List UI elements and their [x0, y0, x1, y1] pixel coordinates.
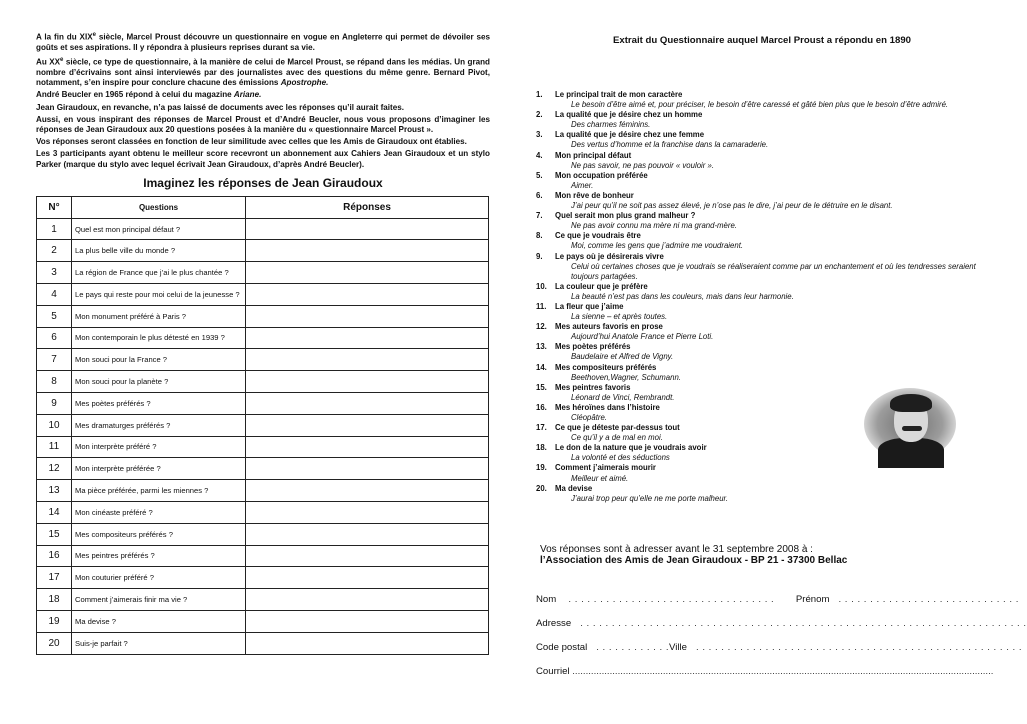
question-number: 10 [37, 414, 72, 436]
item-answer: La volonté et des séductions [571, 453, 670, 463]
question-number: 16 [37, 545, 72, 567]
list-item [532, 322, 992, 342]
item-number: 3. [536, 130, 543, 140]
item-answer: Aimer. [571, 180, 594, 190]
courriel-field[interactable]: .............................................................................................................................................................. [572, 666, 994, 677]
question-text: Mon souci pour la planète ? [72, 371, 246, 393]
answer-cell[interactable] [246, 392, 489, 414]
form-row-address [536, 618, 1027, 629]
question-text: Mon monument préféré à Paris ? [72, 305, 246, 327]
item-answer: Le besoin d’être aimé et, pour préciser, le besoin d’être caressé et gâté bien plus que le besoin d’être admiré. [571, 100, 949, 110]
question-number: 15 [37, 523, 72, 545]
question-text: Suis-je parfait ? [72, 632, 246, 654]
intro-paragraph: Au XXe siècle, ce type de questionnaire, à la manière de celui de Marcel Proust, se répand dans les médias. Un grand nombre d’écrivains sont ainsi interviewés par des journalistes avec des questions du même genre. Bernard Pivot, notamment, s’en inspire pour conclure chacune des émissions Apostrophe. [36, 57, 490, 88]
item-answer: Moi, comme les gens que j’admire me voudraient. [571, 241, 744, 251]
list-item [532, 342, 992, 362]
table-row [37, 632, 489, 654]
item-number: 12. [536, 322, 547, 332]
item-answer: Celui où certaines choses que je voudrais se réaliseraient comme par un enchantement et où les tendresses seraient toujours partagées. [571, 261, 976, 281]
question-text: Mon interprète préféré ? [72, 436, 246, 458]
question-text: La plus belle ville du monde ? [72, 240, 246, 262]
table-row [37, 414, 489, 436]
answer-cell[interactable] [246, 545, 489, 567]
item-number: 5. [536, 170, 543, 180]
question-number: 19 [37, 610, 72, 632]
form-row-name [536, 594, 1019, 605]
item-number: 2. [536, 110, 543, 120]
nom-field[interactable]: . . . . . . . . . . . . . . . . . . . . . . . . . . . . . . . . . [558, 594, 794, 605]
item-question: Mon principal défaut [555, 150, 632, 160]
prenom-field[interactable]: . . . . . . . . . . . . . . . . . . . . . . . . . . . . . [832, 594, 1019, 605]
item-answer: Ne pas savoir, ne pas pouvoir « vouloir ». [571, 160, 715, 170]
item-question: Mon occupation préférée [555, 170, 648, 180]
table-row [37, 327, 489, 349]
table-row [37, 262, 489, 284]
item-question: Comment j’aimerais mourir [555, 463, 656, 473]
item-number: 7. [536, 211, 543, 221]
answer-cell[interactable] [246, 240, 489, 262]
left-column [36, 30, 490, 655]
item-question: Mes peintres favoris [555, 382, 631, 392]
table-row [37, 610, 489, 632]
question-text: Mes poètes préférés ? [72, 392, 246, 414]
question-number: 13 [37, 480, 72, 502]
intro-paragraph: Jean Giraudoux, en revanche, n’a pas laissé de documents avec les réponses qu’il aurait faites. [36, 102, 404, 112]
question-number: 2 [37, 240, 72, 262]
answer-cell[interactable] [246, 480, 489, 502]
answer-cell[interactable] [246, 349, 489, 371]
item-question: Le principal trait de mon caractère [555, 90, 683, 99]
item-question: Mes auteurs favoris en prose [555, 322, 663, 332]
item-question: Le don de la nature que je voudrais avoir [555, 443, 707, 453]
item-answer: Ce qu’il y a de mal en moi. [571, 433, 663, 443]
table-row [37, 480, 489, 502]
intro-paragraph: A la fin du XIXe siècle, Marcel Proust découvre un questionnaire en vogue en Angleterre qui permet de dévoiler ses goûts et ses aspirations. Il y répondra à plusieurs reprises durant sa vie. [36, 32, 490, 52]
item-answer: Cléopâtre. [571, 413, 607, 422]
item-question: La qualité que je désire chez une femme [555, 130, 705, 140]
list-item [532, 484, 992, 504]
question-text: Mon couturier préféré ? [72, 567, 246, 589]
list-item [532, 130, 992, 150]
answer-cell[interactable] [246, 262, 489, 284]
answer-cell[interactable] [246, 589, 489, 611]
question-text: Comment j’aimerais finir ma vie ? [72, 589, 246, 611]
send-deadline: Vos réponses sont à adresser avant le 31 septembre 2008 à : [540, 544, 813, 555]
item-question: Mes compositeurs préférés [555, 362, 657, 372]
table-row [37, 523, 489, 545]
answer-cell[interactable] [246, 610, 489, 632]
item-question: Mes poètes préférés [555, 342, 631, 352]
list-item [532, 171, 992, 191]
question-number: 14 [37, 501, 72, 523]
item-number: 16. [536, 402, 547, 412]
item-answer: J’ai peur qu’il ne soit pas assez élevé, je n’ose pas le dire, j’ai peur de le détruire en le disant. [571, 201, 893, 211]
item-answer: Baudelaire et Alfred de Vigny. [571, 352, 674, 362]
answer-cell[interactable] [246, 218, 489, 240]
answer-cell[interactable] [246, 567, 489, 589]
header-number: N° [37, 196, 72, 218]
item-question: La couleur que je préfère [555, 281, 648, 291]
item-answer: Meilleur et aimé. [571, 473, 629, 483]
table-row [37, 458, 489, 480]
table-row [37, 349, 489, 371]
question-text: Mon contemporain le plus détesté en 1939 ? [72, 327, 246, 349]
answer-cell[interactable] [246, 523, 489, 545]
intro-paragraph: André Beucler en 1965 répond à celui du magazine Ariane. [36, 90, 262, 100]
item-answer: J’aurai trop peur qu’elle ne me porte malheur. [571, 493, 729, 503]
question-number: 11 [37, 436, 72, 458]
answer-cell[interactable] [246, 458, 489, 480]
item-answer: Des vertus d’homme et la franchise dans la camaraderie. [571, 140, 769, 150]
answer-cell[interactable] [246, 414, 489, 436]
list-item [532, 151, 992, 171]
form-row-email [536, 666, 994, 677]
question-text: Le pays qui reste pour moi celui de la jeunesse ? [72, 284, 246, 306]
question-number: 12 [37, 458, 72, 480]
item-number: 15. [536, 382, 547, 392]
question-number: 20 [37, 632, 72, 654]
item-question: La fleur que j’aime [555, 301, 624, 311]
item-question: Quel serait mon plus grand malheur ? [555, 211, 696, 221]
answer-cell[interactable] [246, 436, 489, 458]
question-number: 5 [37, 305, 72, 327]
question-number: 4 [37, 284, 72, 306]
ville-label: Ville [669, 642, 687, 653]
item-question: La qualité que je désire chez un homme [555, 110, 703, 120]
list-item [532, 302, 992, 322]
item-number: 13. [536, 342, 547, 352]
list-item [532, 252, 992, 282]
table-row [37, 284, 489, 306]
question-text: Mes peintres préférés ? [72, 545, 246, 567]
item-number: 9. [536, 251, 543, 261]
item-answer: La sienne – et après toutes. [571, 312, 668, 322]
question-text: Mon souci pour la France ? [72, 349, 246, 371]
list-item [532, 211, 992, 231]
answer-cell[interactable] [246, 284, 489, 306]
list-item [532, 191, 992, 211]
prenom-label: Prénom [795, 594, 830, 605]
item-answer: Léonard de Vinci, Rembrandt. [571, 392, 675, 402]
code-postal-label: Code postal [536, 642, 588, 653]
answer-cell[interactable] [246, 371, 489, 393]
item-number: 17. [536, 423, 547, 433]
item-answer: Des charmes féminins. [571, 120, 651, 130]
answer-cell[interactable] [246, 327, 489, 349]
item-question: Mes héroïnes dans l’histoire [555, 402, 660, 412]
question-text: Mes dramaturges préférés ? [72, 414, 246, 436]
item-question: Ce que je voudrais être [555, 231, 641, 241]
item-question: Ma devise [555, 483, 593, 493]
question-text: Ma devise ? [72, 610, 246, 632]
list-item [532, 110, 992, 130]
question-text: La région de France que j’ai le plus chantée ? [72, 262, 246, 284]
intro-paragraph: Vos réponses seront classées en fonction de leur similitude avec celles que les Amis de Giraudoux ont établies. [36, 137, 467, 147]
intro-paragraph: Les 3 participants ayant obtenu le meilleur score recevront un abonnement aux Cahiers Jean Giraudoux et un stylo Parker (marque du stylo avec lequel écrivait Jean Giraudoux, d’après André Beucler). [36, 149, 490, 169]
table-row [37, 589, 489, 611]
answer-cell[interactable] [246, 501, 489, 523]
ville-field[interactable]: . . . . . . . . . . . . . . . . . . . . . . . . . . . . . . . . . . . . . . . . . . . . . . . . . . . . [689, 642, 1023, 653]
item-answer: Aujourd’hui Anatole France et Pierre Loti. [571, 332, 714, 342]
table-row [37, 240, 489, 262]
nom-label: Nom [536, 594, 557, 605]
item-number: 14. [536, 362, 547, 372]
item-answer: Beethoven,Wagner, Schumann. [571, 372, 681, 382]
intro-text [36, 30, 490, 170]
adresse-field[interactable]: . . . . . . . . . . . . . . . . . . . . . . . . . . . . . . . . . . . . . . . . . . . . . . . . . . . . . . . . . . . . . . . . . . . . . . . [573, 618, 1027, 629]
item-number: 20. [536, 483, 547, 493]
list-item [532, 363, 992, 383]
question-number: 3 [37, 262, 72, 284]
adresse-label: Adresse [536, 618, 572, 629]
item-answer: Ne pas avoir connu ma mère ni ma grand-mère. [571, 221, 737, 231]
list-item [532, 90, 992, 110]
question-number: 7 [37, 349, 72, 371]
question-number: 18 [37, 589, 72, 611]
item-number: 4. [536, 150, 543, 160]
answer-cell[interactable] [246, 632, 489, 654]
header-responses: Réponses [246, 196, 489, 218]
item-question: Le pays où je désirerais vivre [555, 251, 664, 261]
header-questions: Questions [72, 196, 246, 218]
question-text: Quel est mon principal défaut ? [72, 218, 246, 240]
table-row [37, 305, 489, 327]
item-number: 10. [536, 281, 547, 291]
questions-table [36, 196, 489, 655]
question-number: 1 [37, 218, 72, 240]
form-row-city [536, 642, 1023, 653]
code-postal-field[interactable]: . . . . . . . . . . . . [589, 642, 670, 653]
table-row [37, 392, 489, 414]
proust-title: Extrait du Questionnaire auquel Marcel Proust a répondu en 1890 [612, 35, 911, 46]
question-text: Ma pièce préférée, parmi les miennes ? [72, 480, 246, 502]
intro-paragraph: Aussi, en vous inspirant des réponses de Marcel Proust et d’André Beucler, nous vous proposons d’imaginer les réponses de Jean Giraudoux aux 20 questions posées à la manière du « questionnaire Marcel Proust ». [36, 114, 490, 134]
list-item [532, 231, 992, 251]
table-row [37, 371, 489, 393]
question-text: Mon cinéaste préféré ? [72, 501, 246, 523]
list-item [532, 282, 992, 302]
question-number: 9 [37, 392, 72, 414]
question-number: 8 [37, 371, 72, 393]
item-number: 19. [536, 463, 547, 473]
send-address: l’Association des Amis de Jean Giraudoux - BP 21 - 37300 Bellac [540, 555, 848, 566]
table-title: Imaginez les réponses de Jean Giraudoux [143, 175, 383, 190]
item-number: 18. [536, 443, 547, 453]
table-row [37, 436, 489, 458]
table-row [37, 501, 489, 523]
item-number: 6. [536, 190, 543, 200]
item-number: 11. [536, 301, 547, 311]
question-number: 6 [37, 327, 72, 349]
item-number: 1. [536, 90, 543, 99]
table-row [37, 218, 489, 240]
send-instructions [540, 544, 847, 566]
courriel-label: Courriel [536, 666, 570, 677]
item-answer: La beauté n’est pas dans les couleurs, mais dans leur harmonie. [571, 291, 794, 301]
marcel-proust-portrait [864, 388, 956, 460]
table-row [37, 567, 489, 589]
question-text: Mes compositeurs préférés ? [72, 523, 246, 545]
item-question: Ce que je déteste par-dessus tout [555, 423, 680, 433]
answer-cell[interactable] [246, 305, 489, 327]
question-text: Mon interprète préférée ? [72, 458, 246, 480]
table-row [37, 545, 489, 567]
item-question: Mon rêve de bonheur [555, 190, 634, 200]
item-number: 8. [536, 231, 543, 241]
table-header-row [37, 196, 489, 218]
question-number: 17 [37, 567, 72, 589]
